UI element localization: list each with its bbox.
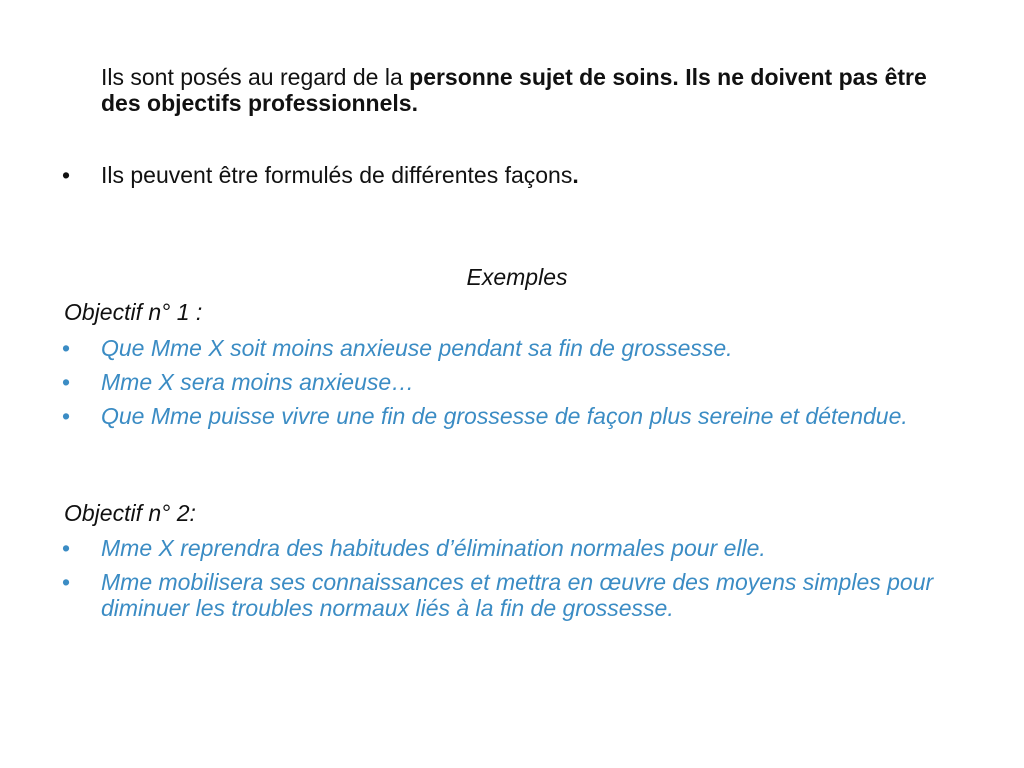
bullet-text-main: Ils peuvent être formulés de différentes façons [101, 162, 573, 188]
list-item-text: Mme X reprendra des habitudes d’élimination normales pour elle. [101, 535, 766, 561]
list-item-text: Que Mme puisse vivre une fin de grossesse de façon plus sereine et détendue. [101, 403, 908, 429]
bullet-symbol: • [62, 335, 71, 361]
list-item-text: Mme mobilisera ses connaissances et mettra en œuvre des moyens simples pour diminuer les troubles normaux liés à la fin de grossesse. [101, 569, 934, 621]
intro-normal-text: Ils sont posés au regard de la [101, 64, 410, 90]
objective-1-title: Objectif n° 1 : [64, 299, 203, 325]
bullet-symbol: • [62, 569, 71, 595]
bullet-text [101, 162, 981, 188]
bullet-symbol: • [62, 403, 71, 429]
intro-bold-text: personne sujet de soins. Ils ne doivent pas être des objectifs professionnels. [101, 64, 927, 116]
bullet-symbol: • [62, 369, 71, 395]
list-item-text: Que Mme X soit moins anxieuse pendant sa fin de grossesse. [101, 335, 733, 361]
bullet-symbol: • [62, 162, 71, 188]
objective-2-title: Objectif n° 2: [64, 500, 196, 526]
bullet-text-end: . [572, 162, 579, 188]
intro-paragraph [101, 64, 961, 116]
list-item-text: Mme X sera moins anxieuse… [101, 369, 415, 395]
examples-title: Exemples [466, 264, 568, 290]
bullet-symbol: • [62, 535, 71, 561]
